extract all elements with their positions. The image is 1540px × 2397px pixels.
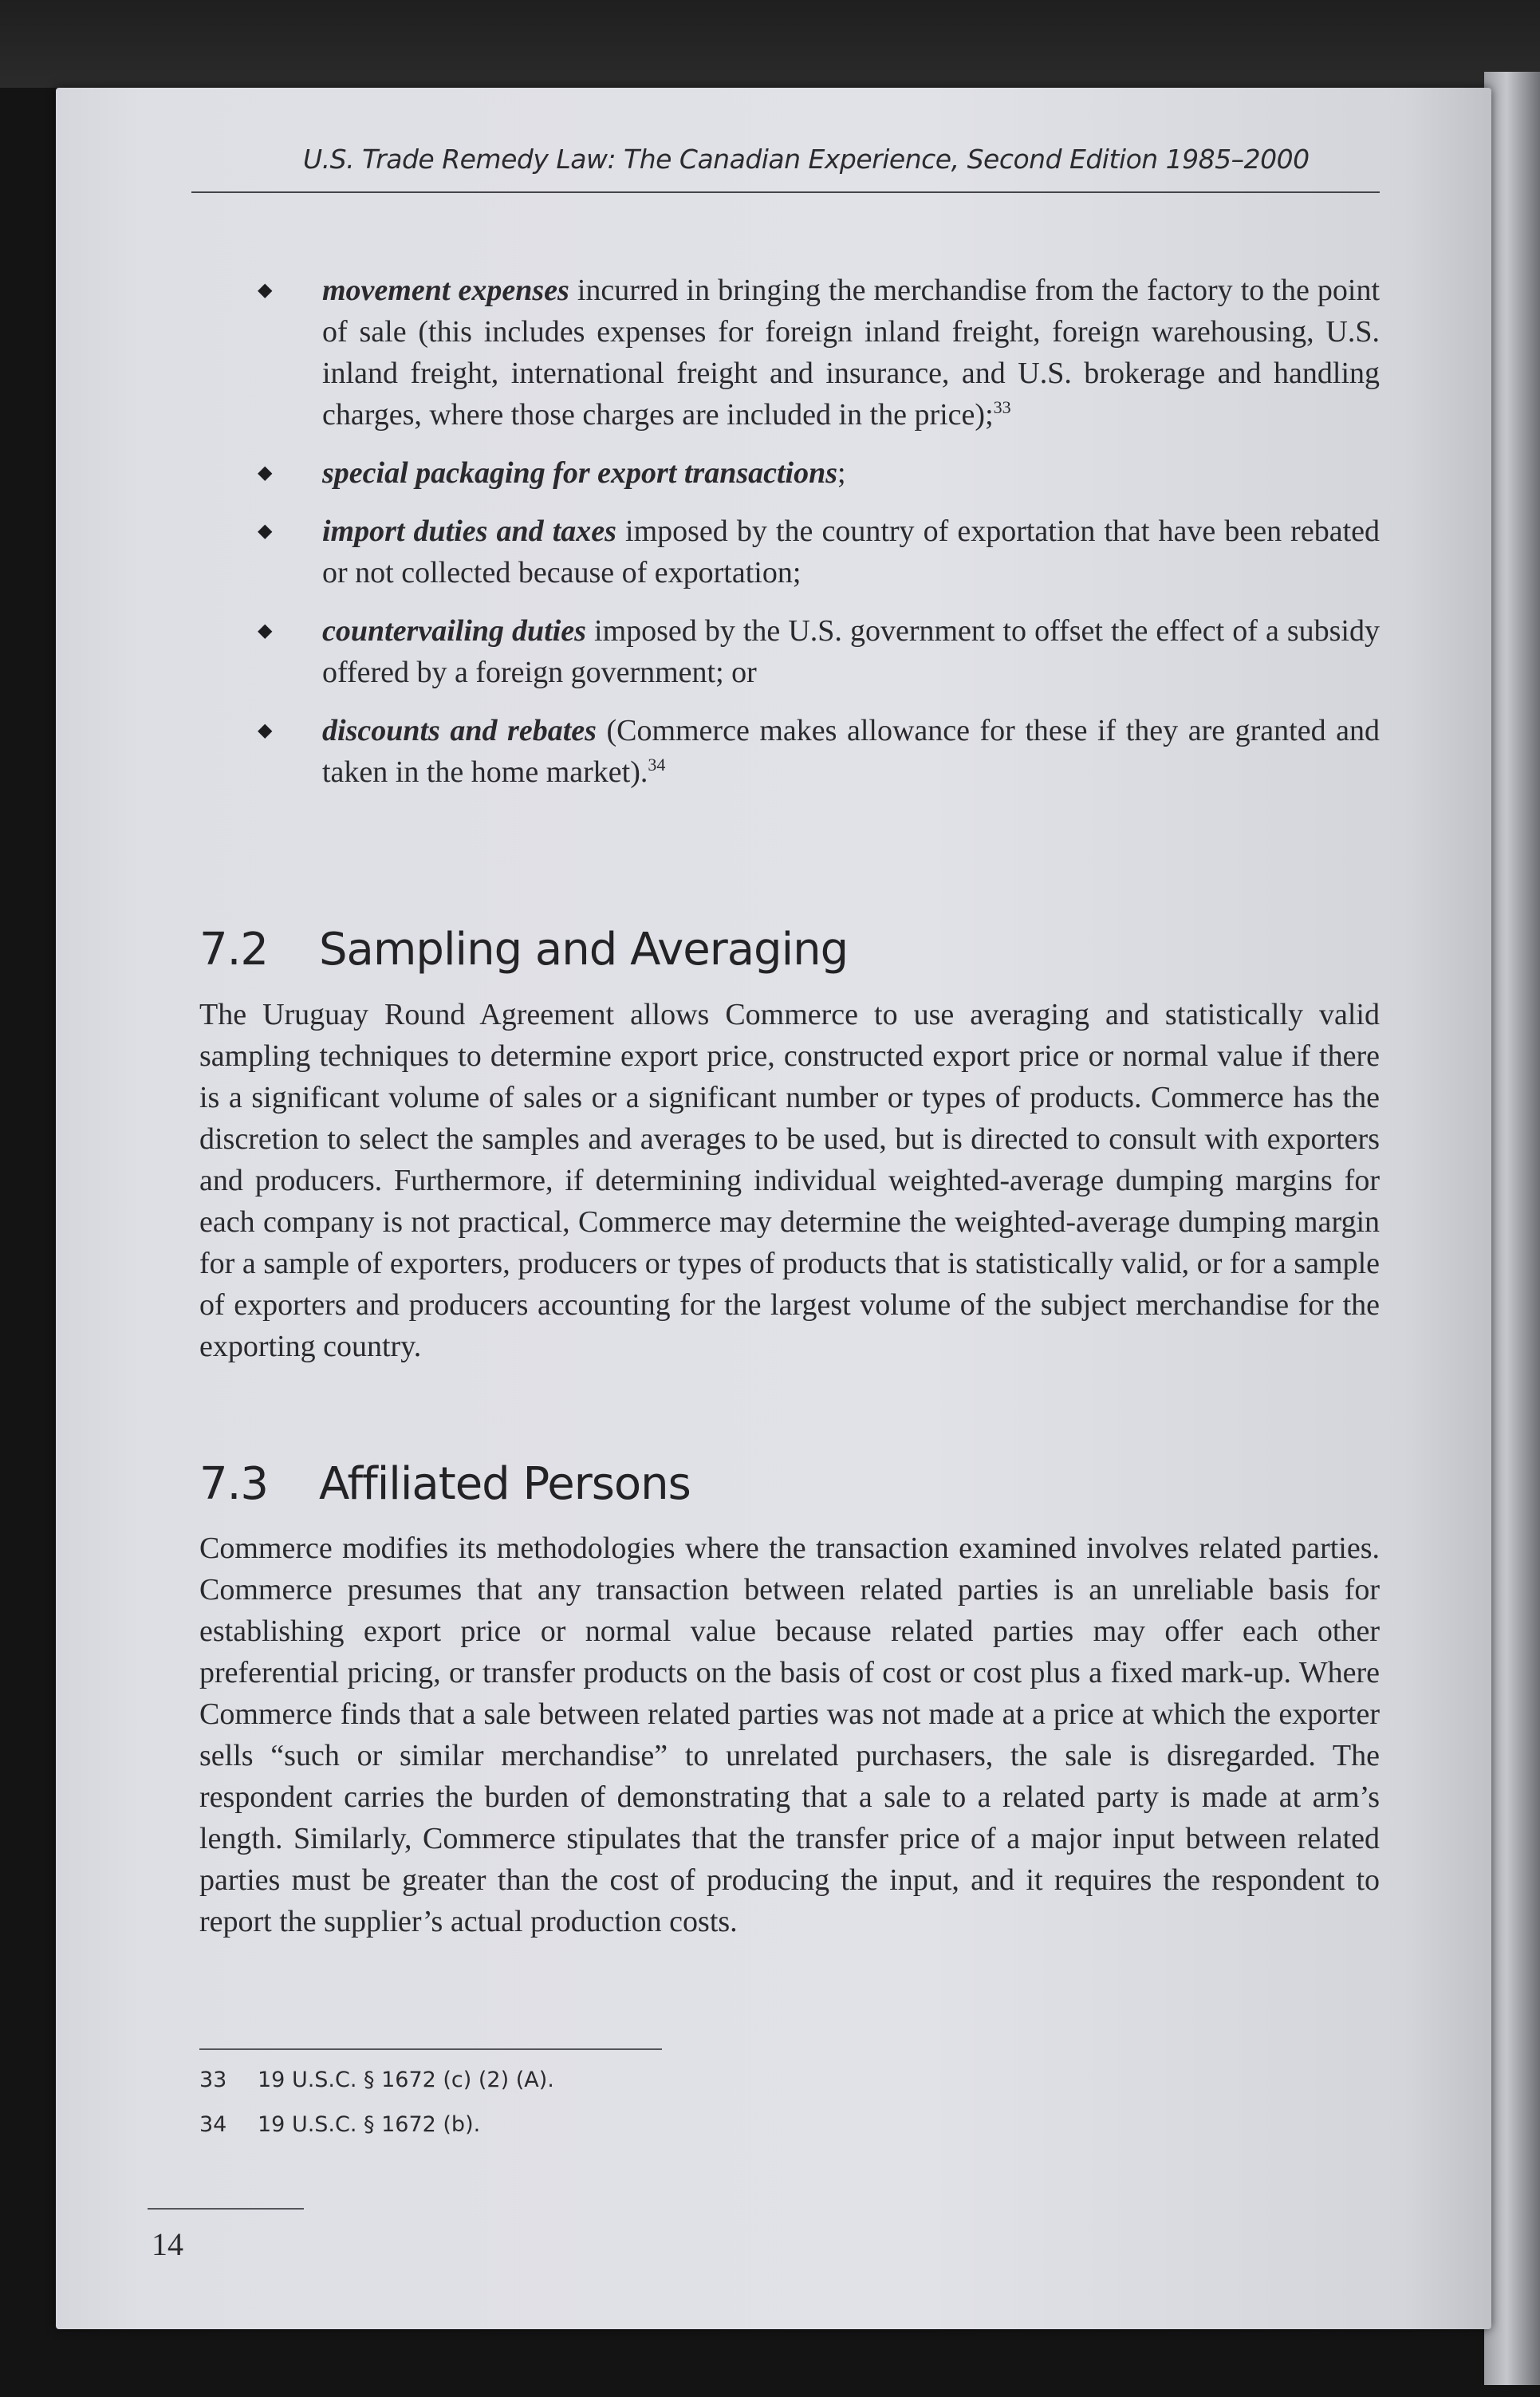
diamond-bullet-icon: ◆ <box>258 280 273 301</box>
section-heading <box>199 1458 691 1510</box>
bullet-item <box>255 270 1380 436</box>
bullet-text: (Commerce makes allowance for these if they are granted and taken in the home market). <box>322 714 1380 789</box>
bullet-list <box>255 270 1380 810</box>
footnote-rule <box>199 2048 662 2050</box>
footnote-ref[interactable]: 34 <box>648 755 666 775</box>
facing-page-edge <box>1484 72 1540 2385</box>
bullet-term: special packaging for export transactions <box>322 456 838 490</box>
bullet-term: discounts and rebates <box>322 714 597 747</box>
desk-background <box>0 0 1540 88</box>
running-header: U.S. Trade Remedy Law: The Canadian Experience, Second Edition 1985–2000 <box>303 144 1310 175</box>
bullet-item <box>255 710 1380 793</box>
bullet-text: incurred in bringing the merchandise from the factory to the point of sale (this includes expenses for foreign inland freight, foreign warehousing, U.S. inland freight, international freight and insurance, and U.S. brokerage and handling charges, where those charges are included in the price); <box>322 274 1380 432</box>
footnote-number: 33 <box>199 2068 227 2092</box>
bullet-text: ; <box>837 456 846 490</box>
footnote-ref[interactable]: 33 <box>993 397 1011 417</box>
book-page <box>56 88 1491 2329</box>
section-title: Affiliated Persons <box>319 1458 691 1510</box>
bullet-item <box>255 610 1380 693</box>
section-number: 7.2 <box>199 924 269 976</box>
page-number: 14 <box>152 2226 183 2262</box>
bullet-text: imposed by the country of exportation that have been rebated or not collected because of exportation; <box>322 514 1380 589</box>
footnote <box>199 2068 554 2092</box>
section-title: Sampling and Averaging <box>319 924 849 976</box>
footnote-number: 34 <box>199 2112 227 2137</box>
footnote <box>199 2112 480 2137</box>
diamond-bullet-icon: ◆ <box>258 463 273 483</box>
footnote-text: 19 U.S.C. § 1672 (c) (2) (A). <box>258 2068 554 2092</box>
section-number: 7.3 <box>199 1458 269 1510</box>
body-paragraph: Commerce modifies its methodologies where the transaction examined involves related parties. Commerce presumes that any transaction between related parties is an unreliable basis for establishing export price or normal value because related parties may offer each other preferential pricing, or transfer products on the basis of cost or cost plus a fixed mark-up. Where Commerce finds that a sale between related parties was not made at a price at which the exporter sells “such or similar merchandise” to unrelated purchasers, the sale is disregarded. The respondent carries the burden of demonstrating that a sale to a related party is made at arm’s length. Similarly, Commerce stipulates that the transfer price of a major input between related parties must be greater than the cost of producing the input, and it requires the respondent to report the supplier’s actual production costs. <box>199 1532 1380 1938</box>
body-paragraph: The Uruguay Round Agreement allows Commerce to use averaging and statistically valid sampling techniques to determine export price, constructed export price or normal value if there is a significant volume of sales or a significant number or types of products. Commerce has the discretion to select the samples and averages to be used, but is directed to consult with exporters and producers. Furthermore, if determining individual weighted-average dumping margins for each company is not practical, Commerce may determine the weighted-average dumping margin for a sample of exporters, producers or types of products that is statistically valid, or for a sample of exporters and producers accounting for the largest volume of the subject merchandise for the exporting country. <box>199 998 1380 1363</box>
bullet-term: countervailing duties <box>322 614 586 648</box>
footnote-text: 19 U.S.C. § 1672 (b). <box>258 2112 481 2137</box>
bullet-item <box>255 452 1380 494</box>
bullet-text: imposed by the U.S. government to offset the effect of a subsidy offered by a foreign government; or <box>322 614 1380 689</box>
diamond-bullet-icon: ◆ <box>258 521 273 542</box>
diamond-bullet-icon: ◆ <box>258 720 273 741</box>
bullet-item <box>255 511 1380 593</box>
bullet-term: import duties and taxes <box>322 514 616 548</box>
header-rule <box>191 191 1380 193</box>
folio-rule <box>148 2208 304 2210</box>
diamond-bullet-icon: ◆ <box>258 621 273 641</box>
section-heading <box>199 924 848 976</box>
bullet-term: movement expenses <box>322 274 569 307</box>
